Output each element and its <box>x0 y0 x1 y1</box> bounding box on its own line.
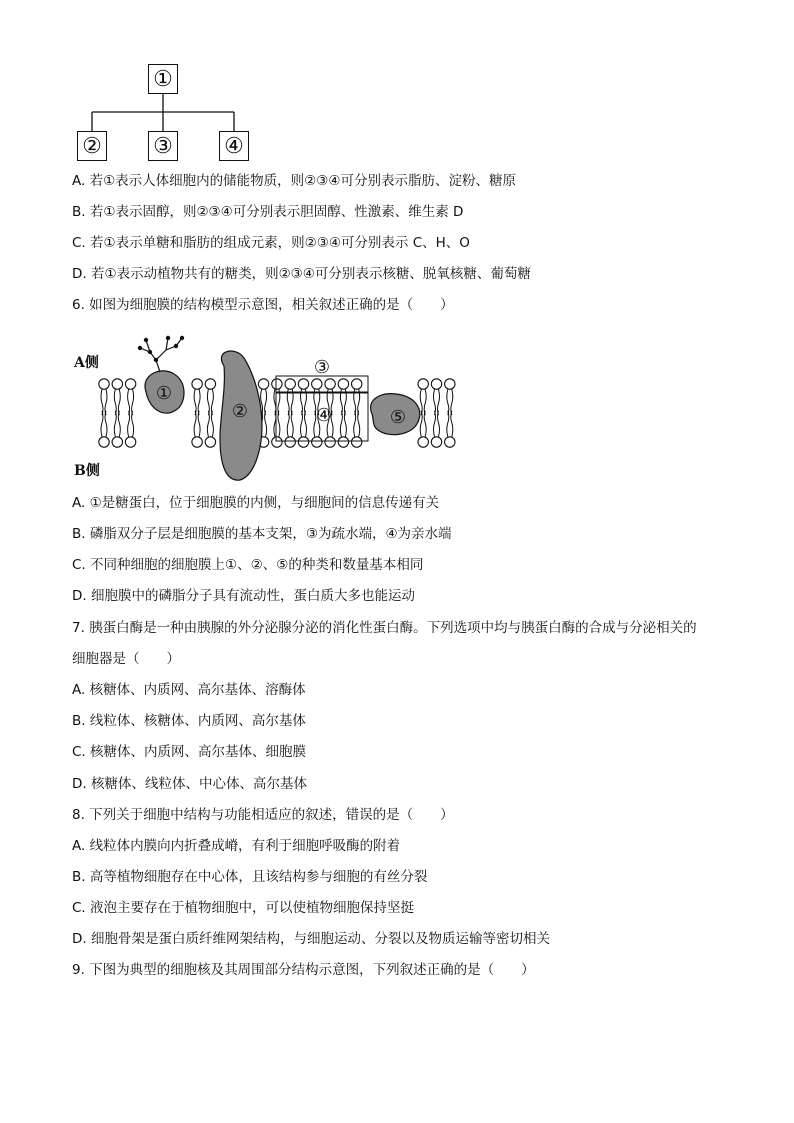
phospholipid-head <box>285 437 295 447</box>
label-4: ④ <box>315 405 333 426</box>
q5-option-b: B. 若①表示固醇，则②③④可分别表示胆固醇、性激素、维生素 D <box>72 204 464 220</box>
phospholipid-head <box>258 379 268 389</box>
phospholipid-head <box>431 379 441 389</box>
label-5: ⑤ <box>389 407 407 428</box>
label-2: ② <box>231 401 249 422</box>
phospholipid-head <box>445 437 455 447</box>
q7-option-b: B. 线粒体、核糖体、内质网、高尔基体 <box>72 713 306 729</box>
label-3: ③ <box>313 357 331 378</box>
sugar-unit <box>174 344 178 348</box>
phospholipid-head <box>298 379 308 389</box>
q9-stem: 9. 下图为典型的细胞核及其周围部分结构示意图，下列叙述正确的是（ ） <box>72 962 535 978</box>
sugar-unit <box>166 336 170 340</box>
q6-option-c: C. 不同种细胞的细胞膜上①、②、⑤的种类和数量基本相同 <box>72 557 424 573</box>
sugar-chain <box>156 338 182 360</box>
phospholipid-head <box>431 437 441 447</box>
phospholipid-head <box>192 437 202 447</box>
q8-option-c: C. 液泡主要存在于植物细胞中，可以使植物细胞保持坚挺 <box>72 900 415 916</box>
q6-option-d: D. 细胞膜中的磷脂分子具有流动性，蛋白质大多也能运动 <box>72 588 415 604</box>
phospholipid-head <box>418 379 428 389</box>
sugar-unit <box>138 346 142 350</box>
tree-node-child-3: ④ <box>219 131 249 161</box>
label-1: ① <box>155 383 173 404</box>
phospholipid-head <box>99 437 109 447</box>
phospholipid-head <box>298 437 308 447</box>
phospholipid-head <box>418 437 428 447</box>
phospholipid-head <box>112 437 122 447</box>
membrane-diagram <box>0 330 480 490</box>
side-b-label: B侧 <box>74 463 100 479</box>
phospholipid-head <box>272 437 282 447</box>
tree-node-child-2: ③ <box>148 131 178 161</box>
phospholipid-head <box>312 437 322 447</box>
phospholipid-head <box>338 437 348 447</box>
q8-option-b: B. 高等植物细胞存在中心体，且该结构参与细胞的有丝分裂 <box>72 869 428 885</box>
q6-option-b: B. 磷脂双分子层是细胞膜的基本支架，③为疏水端，④为亲水端 <box>72 526 452 542</box>
phospholipid-head <box>125 379 135 389</box>
tree-node-top: ① <box>148 64 178 94</box>
phospholipid-head <box>285 379 295 389</box>
phospholipid-head <box>325 437 335 447</box>
q7-option-a: A. 核糖体、内质网、高尔基体、溶酶体 <box>72 682 306 698</box>
phospholipid-head <box>125 437 135 447</box>
q6-stem: 6. 如图为细胞膜的结构模型示意图，相关叙述正确的是（ ） <box>72 297 454 313</box>
phospholipid-head <box>338 379 348 389</box>
q5-option-d: D. 若①表示动植物共有的糖类，则②③④可分别表示核糖、脱氧核糖、葡萄糖 <box>72 266 531 282</box>
phospholipid-head <box>192 379 202 389</box>
q5-option-c: C. 若①表示单糖和脂肪的组成元素，则②③④可分别表示 C、H、O <box>72 235 470 251</box>
phospholipid-head <box>325 379 335 389</box>
phospholipid-head <box>205 379 215 389</box>
phospholipid-head <box>99 379 109 389</box>
phospholipid-head <box>352 379 362 389</box>
q8-stem: 8. 下列关于细胞中结构与功能相适应的叙述，错误的是（ ） <box>72 807 454 823</box>
side-a-label: A侧 <box>74 355 99 371</box>
phospholipid-head <box>312 379 322 389</box>
sugar-unit <box>148 350 152 354</box>
q7-option-d: D. 核糖体、线粒体、中心体、高尔基体 <box>72 776 307 792</box>
phospholipid-head <box>112 379 122 389</box>
q8-option-d: D. 细胞骨架是蛋白质纤维网架结构，与细胞运动、分裂以及物质运输等密切相关 <box>72 931 550 947</box>
q8-option-a: A. 线粒体内膜向内折叠成嵴，有利于细胞呼吸酶的附着 <box>72 838 401 854</box>
phospholipid-head <box>272 379 282 389</box>
tree-node-child-1: ② <box>77 131 107 161</box>
phospholipid-head <box>352 437 362 447</box>
sugar-unit <box>154 358 158 362</box>
sugar-unit <box>144 338 148 342</box>
q5-option-a: A. 若①表示人体细胞内的储能物质，则②③④可分别表示脂肪、淀粉、糖原 <box>72 173 516 189</box>
q7-stem-line2: 细胞器是（ ） <box>72 651 180 667</box>
q6-option-a: A. ①是糖蛋白，位于细胞膜的内侧，与细胞间的信息传递有关 <box>72 495 440 511</box>
q7-option-c: C. 核糖体、内质网、高尔基体、细胞膜 <box>72 744 307 760</box>
phospholipid-head <box>445 379 455 389</box>
q7-stem-line1: 7. 胰蛋白酶是一种由胰腺的外分泌腺分泌的消化性蛋白酶。下列选项中均与胰蛋白酶的合成与分泌相关的 <box>72 620 697 636</box>
sugar-unit <box>180 336 184 340</box>
phospholipid-head <box>205 437 215 447</box>
